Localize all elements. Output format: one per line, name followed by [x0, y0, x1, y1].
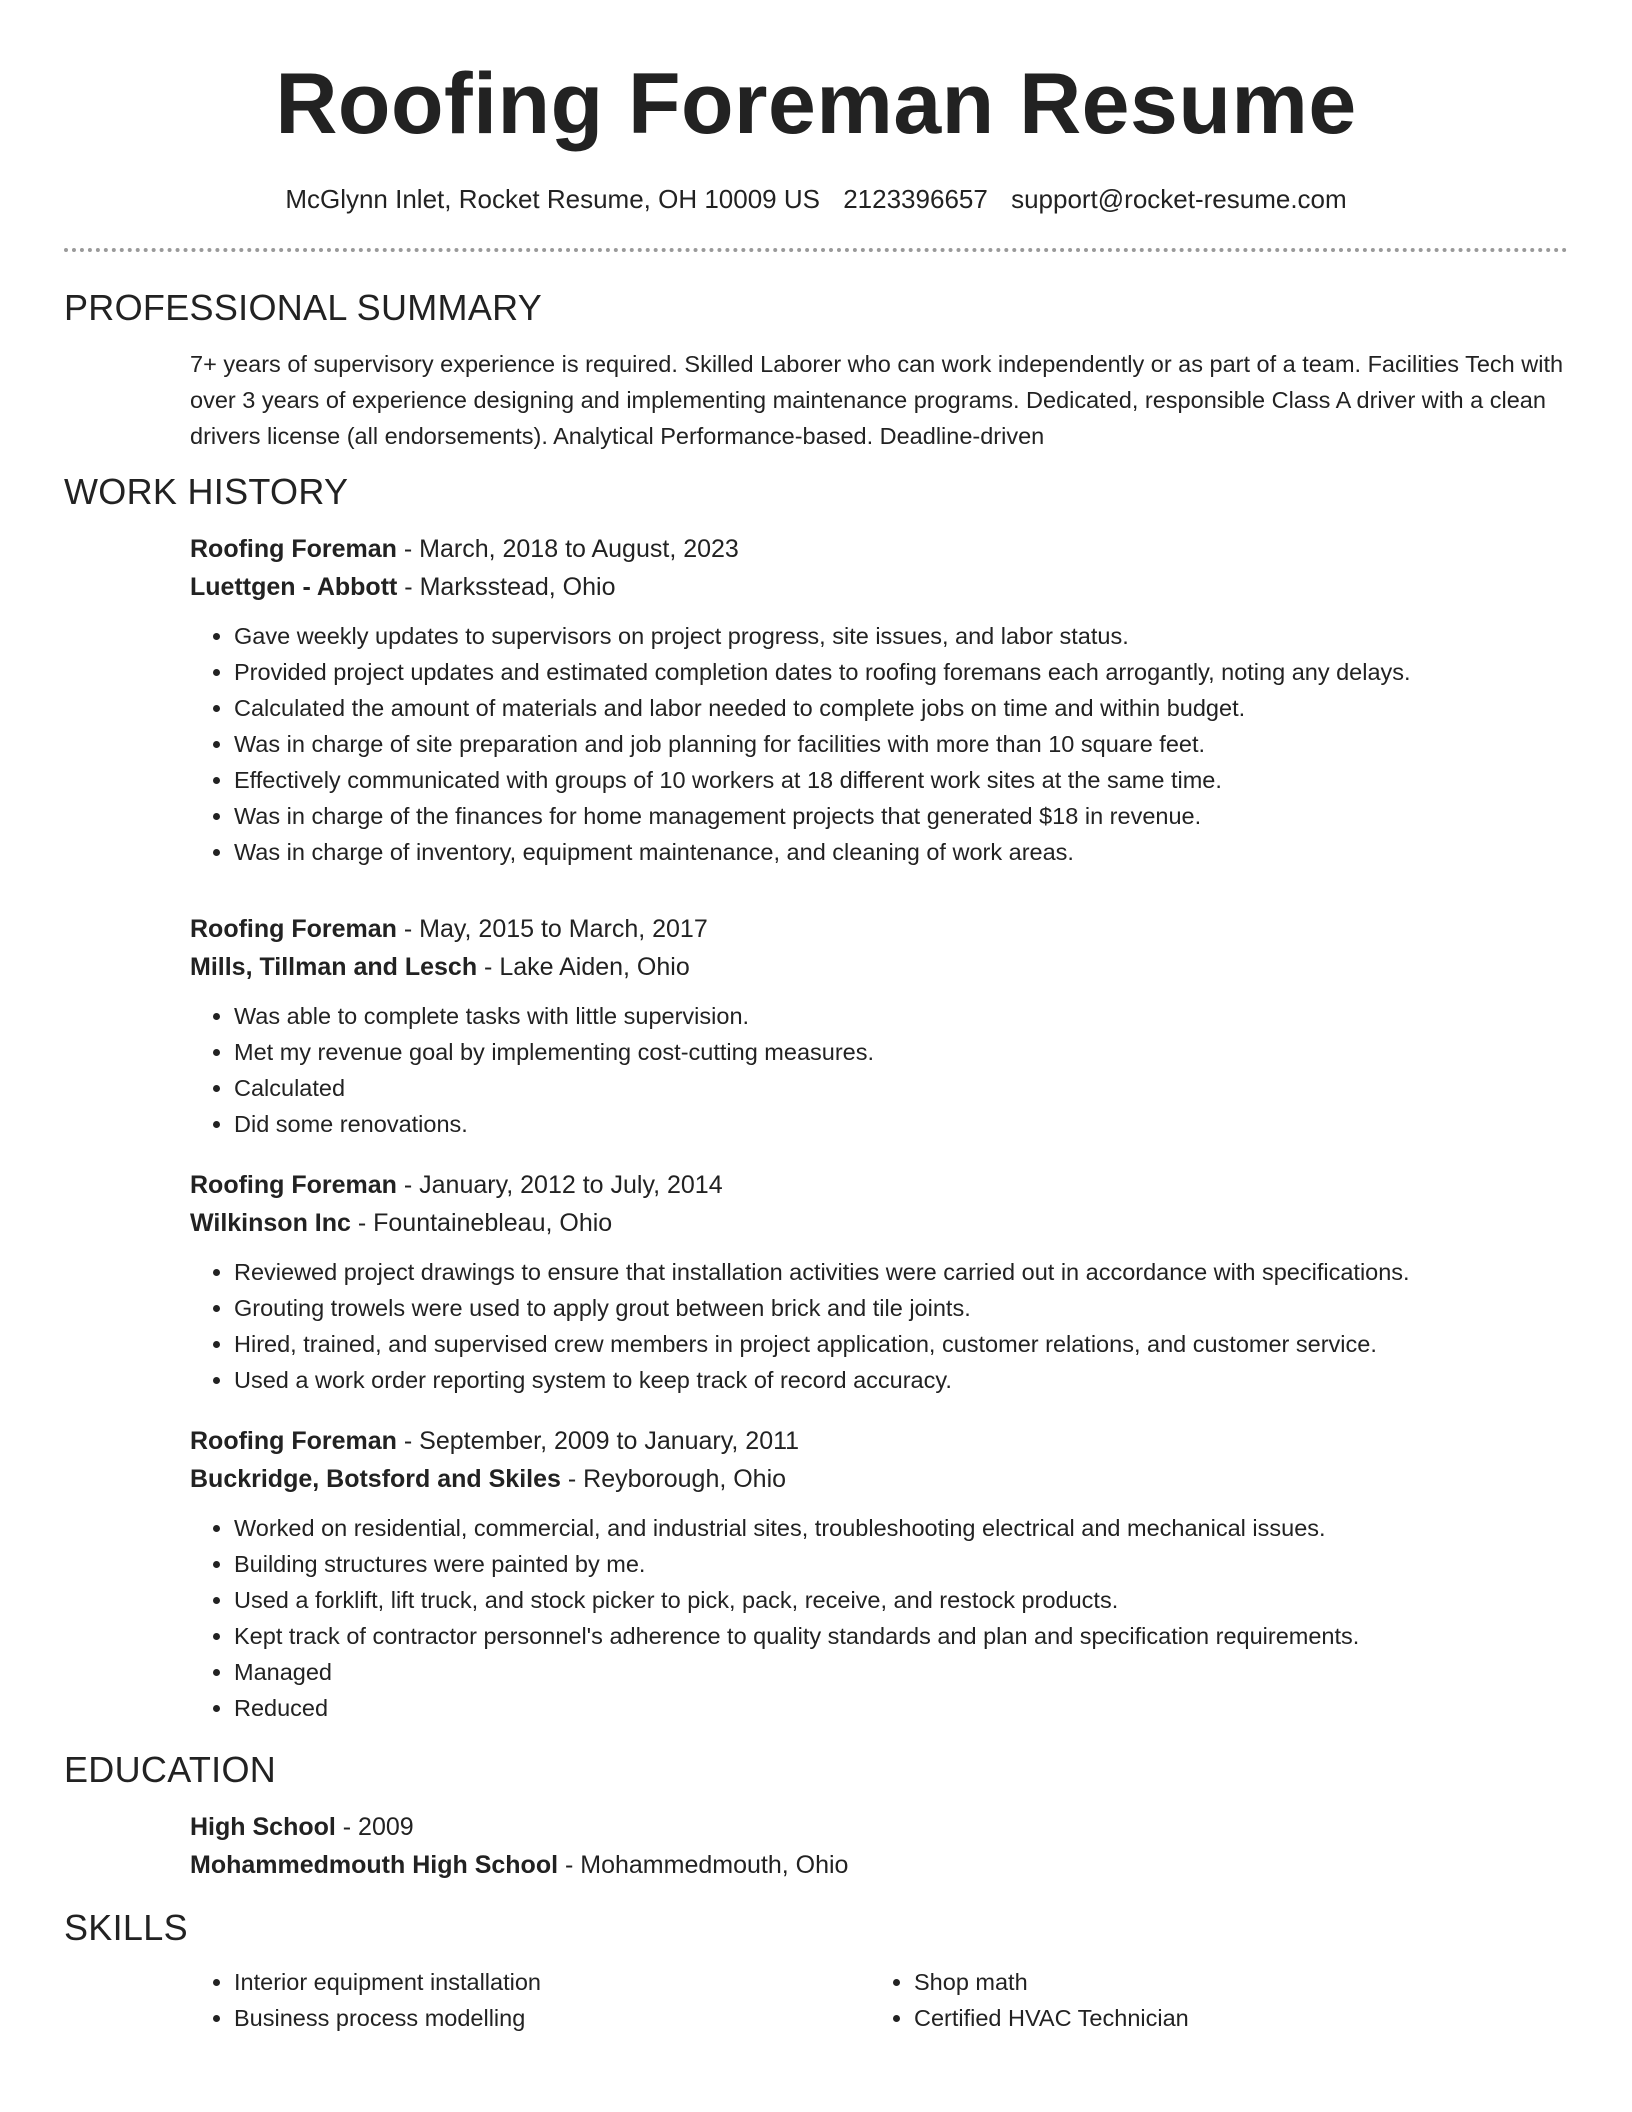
summary-text: 7+ years of supervisory experience is required. Skilled Laborer who can work independently or as part of a team. Facilities Tech with over 3 years of experience designing and implementing maintenance programs. Dedicated, responsible Class A driver with a clean drivers license (all endorsements). Analytical Performance-based. Deadline-driven: [190, 351, 1564, 449]
education-year: - 2009: [335, 1813, 414, 1841]
job-bullets: [190, 618, 1568, 870]
job-company: Buckridge, Botsford and Skiles: [190, 1465, 561, 1493]
resume-page: [64, 0, 1568, 2036]
resume-title: Roofing Foreman Resume: [275, 56, 1357, 152]
job-bullet: • Was in charge of site preparation and job planning for facilities with more than 10 square feet.: [234, 726, 1568, 762]
job-title-line: [190, 1422, 1568, 1460]
job-company-line: [190, 568, 1568, 606]
job-company-line: [190, 948, 1568, 986]
header-divider: [64, 248, 1568, 252]
work-history-section: [190, 530, 1568, 1726]
job-title-line: [190, 1166, 1568, 1204]
job-dates: - March, 2018 to August, 2023: [396, 535, 739, 563]
job-company: Luettgen - Abbott: [190, 573, 398, 601]
job-title-line: [190, 530, 1568, 568]
skills-heading: SKILLS: [64, 1907, 188, 1948]
job-bullet: • Reduced: [234, 1690, 1568, 1726]
job-location: - Reyborough, Ohio: [560, 1465, 787, 1493]
job-bullet: • Grouting trowels were used to apply grout between brick and tile joints.: [234, 1290, 1568, 1326]
summary-section: [190, 346, 1568, 454]
work-history-heading: WORK HISTORY: [64, 471, 349, 512]
job-entry: [190, 910, 1568, 1142]
job-bullets: [190, 1254, 1568, 1398]
job-bullet: • Effectively communicated with groups of 10 workers at 18 different work sites at the same time.: [234, 762, 1568, 798]
job-company-line: [190, 1204, 1568, 1242]
contact-line: [64, 182, 1568, 216]
education-school-line: [190, 1846, 1568, 1884]
job-location: - Marksstead, Ohio: [397, 573, 616, 601]
skill-item: • Shop math: [914, 1964, 1550, 2000]
job-dates: - January, 2012 to July, 2014: [396, 1171, 723, 1199]
job-company: Mills, Tillman and Lesch: [190, 953, 478, 981]
education-degree: High School: [190, 1813, 336, 1841]
job-entry: [190, 1422, 1568, 1726]
job-role: Roofing Foreman: [190, 915, 397, 943]
job-dates: - September, 2009 to January, 2011: [396, 1427, 800, 1455]
education-school: Mohammedmouth High School: [190, 1851, 559, 1879]
job-role: Roofing Foreman: [190, 535, 397, 563]
skills-grid: [190, 1964, 1580, 2036]
skills-list-right: [870, 1964, 1550, 2036]
job-entry: [190, 530, 1568, 870]
job-bullet: • Managed: [234, 1654, 1568, 1690]
job-company: Wilkinson Inc: [190, 1209, 351, 1237]
education-degree-line: [190, 1808, 1568, 1846]
contact-phone: 2123396657: [843, 184, 988, 214]
job-bullet: • Used a forklift, lift truck, and stock picker to pick, pack, receive, and restock products.: [234, 1582, 1568, 1618]
job-bullet: • Worked on residential, commercial, and industrial sites, troubleshooting electrical and mechanical issues.: [234, 1510, 1568, 1546]
job-bullet: • Used a work order reporting system to keep track of record accuracy.: [234, 1362, 1568, 1398]
skill-item: • Certified HVAC Technician: [914, 2000, 1550, 2036]
job-bullet: • Met my revenue goal by implementing cost-cutting measures.: [234, 1034, 1568, 1070]
skill-item: • Business process modelling: [234, 2000, 870, 2036]
skills-list-left: [190, 1964, 870, 2036]
job-bullet: • Was in charge of inventory, equipment maintenance, and cleaning of work areas.: [234, 834, 1568, 870]
job-bullet: • Reviewed project drawings to ensure that installation activities were carried out in accordance with specifications.: [234, 1254, 1568, 1290]
job-bullet: • Calculated the amount of materials and labor needed to complete jobs on time and within budget.: [234, 690, 1568, 726]
job-dates: - May, 2015 to March, 2017: [396, 915, 708, 943]
skills-column-right: [870, 1964, 1550, 2036]
job-entry: [190, 1166, 1568, 1398]
summary-heading: PROFESSIONAL SUMMARY: [64, 287, 543, 328]
education-heading: EDUCATION: [64, 1749, 277, 1790]
job-title-line: [190, 910, 1568, 948]
job-bullets: [190, 1510, 1568, 1726]
job-bullets: [190, 998, 1568, 1142]
job-bullet: • Did some renovations.: [234, 1106, 1568, 1142]
job-bullet: • Gave weekly updates to supervisors on project progress, site issues, and labor status.: [234, 618, 1568, 654]
job-company-line: [190, 1460, 1568, 1498]
job-role: Roofing Foreman: [190, 1427, 397, 1455]
job-bullet: • Building structures were painted by me.: [234, 1546, 1568, 1582]
job-bullet: • Kept track of contractor personnel's adherence to quality standards and plan and specification requirements.: [234, 1618, 1568, 1654]
job-bullet: • Provided project updates and estimated completion dates to roofing foremans each arrogantly, noting any delays.: [234, 654, 1568, 690]
job-location: - Lake Aiden, Ohio: [477, 953, 690, 981]
skills-column-left: [190, 1964, 870, 2036]
skills-section: [190, 1964, 1568, 2036]
job-location: - Fountainebleau, Ohio: [350, 1209, 613, 1237]
job-bullet: • Calculated: [234, 1070, 1568, 1106]
job-bullet: • Was able to complete tasks with little supervision.: [234, 998, 1568, 1034]
job-bullet: • Hired, trained, and supervised crew members in project application, customer relations, and customer service.: [234, 1326, 1568, 1362]
job-role: Roofing Foreman: [190, 1171, 397, 1199]
contact-email: support@rocket-resume.com: [1011, 184, 1347, 214]
education-section: [190, 1808, 1568, 1884]
education-location: - Mohammedmouth, Ohio: [558, 1851, 849, 1879]
job-bullet: • Was in charge of the finances for home management projects that generated $18 in revenue.: [234, 798, 1568, 834]
contact-address: McGlynn Inlet, Rocket Resume, OH 10009 US: [285, 184, 820, 214]
skill-item: • Interior equipment installation: [234, 1964, 870, 2000]
